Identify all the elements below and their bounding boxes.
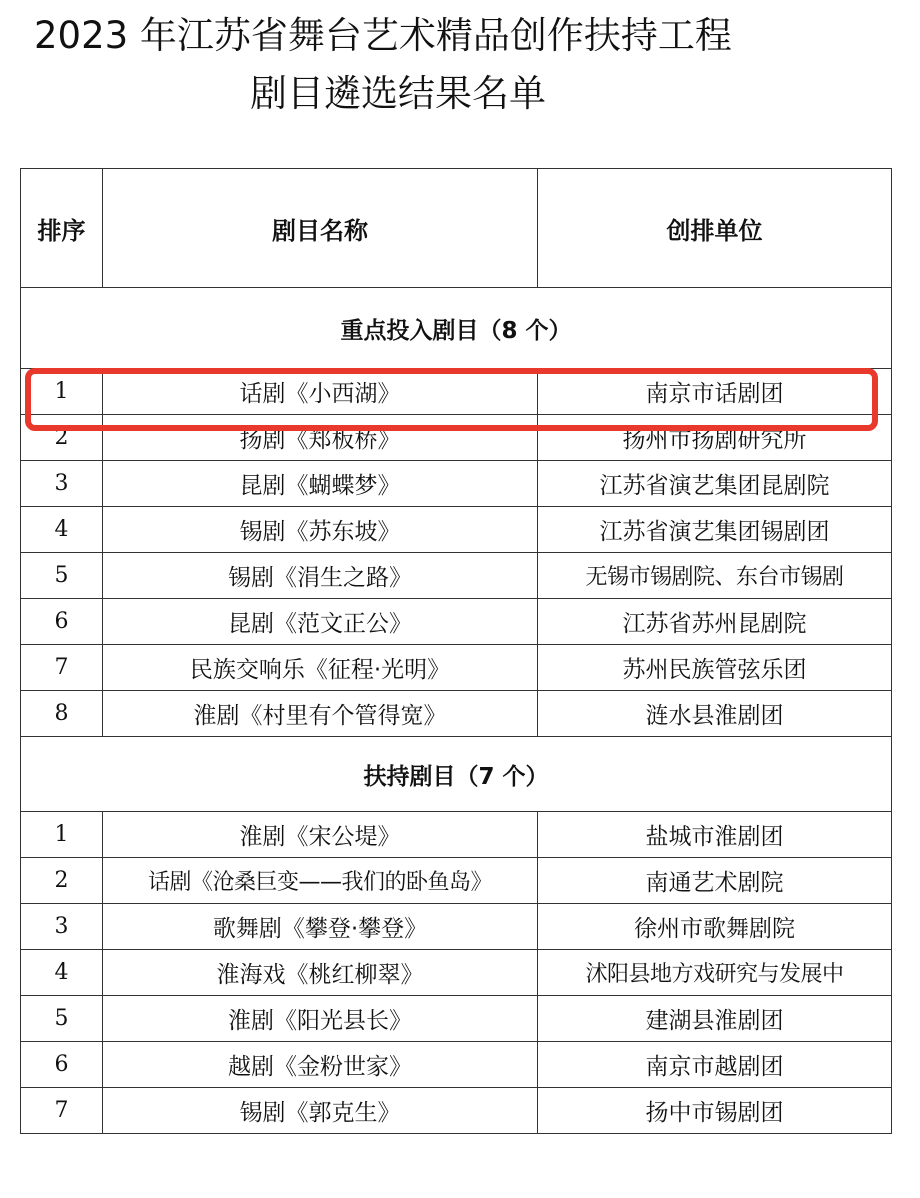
table-row bbox=[21, 950, 892, 996]
title-line-1: 2023 年江苏省舞台艺术精品创作扶持工程 bbox=[34, 14, 732, 57]
unit-cell: 沭阳县地方戏研究与发展中 bbox=[538, 950, 892, 996]
unit-cell: 江苏省演艺集团锡剧团 bbox=[538, 507, 892, 553]
table-row bbox=[21, 599, 892, 645]
play-name-cell: 扬剧《郑板桥》 bbox=[103, 415, 538, 461]
play-name-cell: 民族交响乐《征程·光明》 bbox=[103, 645, 538, 691]
header-play-name: 剧目名称 bbox=[103, 169, 538, 288]
rank-cell: 1 bbox=[21, 369, 103, 415]
play-name-cell: 淮海戏《桃红柳翠》 bbox=[103, 950, 538, 996]
table-row bbox=[21, 507, 892, 553]
table-row bbox=[21, 1088, 892, 1134]
table-row bbox=[21, 904, 892, 950]
unit-cell: 扬中市锡剧团 bbox=[538, 1088, 892, 1134]
header-unit: 创排单位 bbox=[538, 169, 892, 288]
table-header-row bbox=[21, 169, 892, 288]
table-row bbox=[21, 461, 892, 507]
rank-cell: 3 bbox=[21, 461, 103, 507]
rank-cell: 7 bbox=[21, 645, 103, 691]
unit-cell: 江苏省苏州昆剧院 bbox=[538, 599, 892, 645]
rank-cell: 1 bbox=[21, 812, 103, 858]
play-name-cell: 昆剧《蝴蝶梦》 bbox=[103, 461, 538, 507]
section-row bbox=[21, 737, 892, 812]
section-label: 扶持剧目（7 个） bbox=[21, 737, 892, 812]
unit-cell: 涟水县淮剧团 bbox=[538, 691, 892, 737]
unit-cell: 无锡市锡剧院、东台市锡剧 bbox=[538, 553, 892, 599]
table-row bbox=[21, 553, 892, 599]
result-table bbox=[20, 168, 892, 1134]
unit-cell: 南通艺术剧院 bbox=[538, 858, 892, 904]
unit-cell: 南京市话剧团 bbox=[538, 369, 892, 415]
unit-cell: 扬州市扬剧研究所 bbox=[538, 415, 892, 461]
table-row bbox=[21, 1042, 892, 1088]
play-name-cell: 淮剧《阳光县长》 bbox=[103, 996, 538, 1042]
table-row bbox=[21, 812, 892, 858]
play-name-cell: 歌舞剧《攀登·攀登》 bbox=[103, 904, 538, 950]
rank-cell: 2 bbox=[21, 415, 103, 461]
table-row bbox=[21, 858, 892, 904]
play-name-cell: 淮剧《宋公堤》 bbox=[103, 812, 538, 858]
play-name-cell: 话剧《小西湖》 bbox=[103, 369, 538, 415]
unit-cell: 苏州民族管弦乐团 bbox=[538, 645, 892, 691]
rank-cell: 3 bbox=[21, 904, 103, 950]
play-name-cell: 淮剧《村里有个管得宽》 bbox=[103, 691, 538, 737]
rank-cell: 6 bbox=[21, 599, 103, 645]
play-name-cell: 话剧《沧桑巨变——我们的卧鱼岛》 bbox=[103, 858, 538, 904]
table-row bbox=[21, 645, 892, 691]
rank-cell: 4 bbox=[21, 950, 103, 996]
unit-cell: 南京市越剧团 bbox=[538, 1042, 892, 1088]
unit-cell: 建湖县淮剧团 bbox=[538, 996, 892, 1042]
rank-cell: 5 bbox=[21, 996, 103, 1042]
play-name-cell: 锡剧《苏东坡》 bbox=[103, 507, 538, 553]
unit-cell: 盐城市淮剧团 bbox=[538, 812, 892, 858]
play-name-cell: 昆剧《范文正公》 bbox=[103, 599, 538, 645]
rank-cell: 2 bbox=[21, 858, 103, 904]
play-name-cell: 锡剧《涓生之路》 bbox=[103, 553, 538, 599]
header-rank: 排序 bbox=[21, 169, 103, 288]
rank-cell: 7 bbox=[21, 1088, 103, 1134]
section-label: 重点投入剧目（8 个） bbox=[21, 288, 892, 369]
section-row bbox=[21, 288, 892, 369]
play-name-cell: 越剧《金粉世家》 bbox=[103, 1042, 538, 1088]
unit-cell: 江苏省演艺集团昆剧院 bbox=[538, 461, 892, 507]
title-line-2: 剧目遴选结果名单 bbox=[250, 72, 546, 115]
rank-cell: 5 bbox=[21, 553, 103, 599]
rank-cell: 6 bbox=[21, 1042, 103, 1088]
unit-cell: 徐州市歌舞剧院 bbox=[538, 904, 892, 950]
play-name-cell: 锡剧《郭克生》 bbox=[103, 1088, 538, 1134]
table-row bbox=[21, 996, 892, 1042]
table-row bbox=[21, 691, 892, 737]
rank-cell: 4 bbox=[21, 507, 103, 553]
highlight-box bbox=[25, 368, 878, 431]
rank-cell: 8 bbox=[21, 691, 103, 737]
